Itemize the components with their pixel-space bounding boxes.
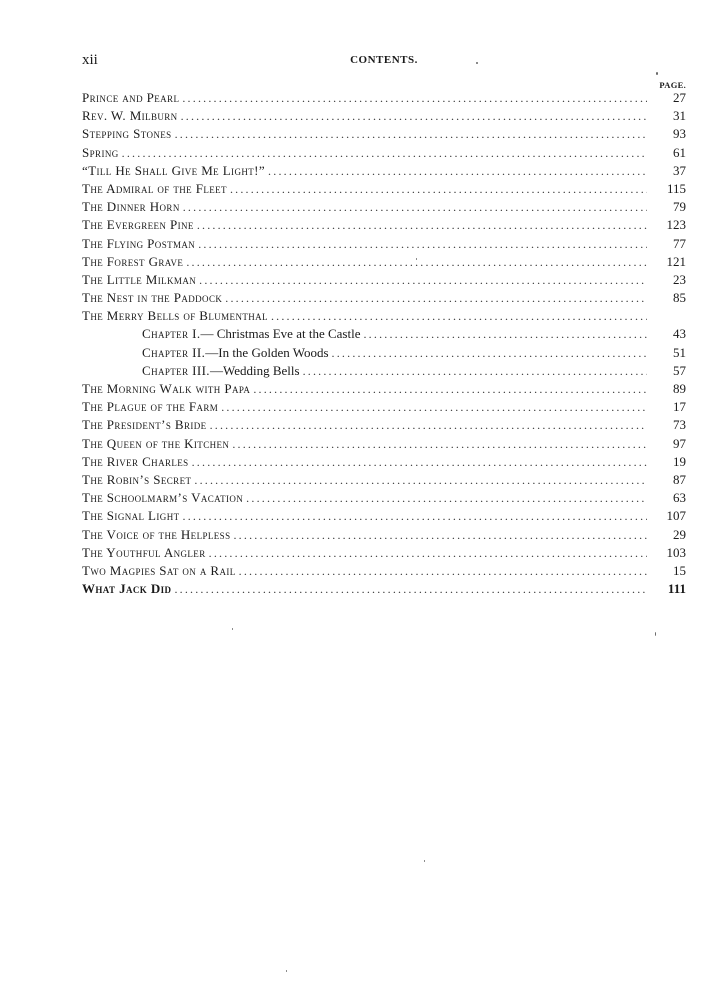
page-folio: xii (82, 52, 98, 68)
toc-entry-title: The River Charles (82, 453, 189, 469)
page-column-label: PAGE. (659, 80, 686, 90)
toc-page-number: 103 (666, 544, 686, 560)
dot-leader (225, 291, 647, 306)
print-speck (656, 72, 658, 75)
toc-entry-title (142, 326, 360, 342)
toc-entry-title: Rev. W. Milburn (82, 108, 178, 124)
toc-page-number: 73 (673, 417, 686, 433)
dot-leader (182, 91, 647, 106)
toc-entry (82, 454, 686, 472)
toc-entry-title: The Nest in the Paddock (82, 290, 223, 306)
print-speck (416, 258, 417, 260)
toc-page-number: 23 (673, 271, 686, 287)
toc-page-number: 37 (673, 162, 686, 178)
dot-leader (246, 491, 647, 506)
toc-page-number: 31 (673, 108, 686, 124)
toc-entry (82, 90, 686, 108)
toc-entry-title: Prince and Pearl (82, 90, 180, 105)
toc-page-number: 57 (673, 362, 686, 378)
chapter-label: Chapter I. (142, 326, 201, 342)
dot-leader (174, 582, 647, 597)
toc-page-number: 111 (667, 581, 686, 597)
print-speck (424, 860, 425, 862)
toc-page-number: 19 (673, 453, 686, 469)
dot-leader (198, 237, 647, 252)
toc-subentry (82, 363, 686, 381)
dot-leader (186, 255, 647, 270)
toc-entry-title: The Evergreen Pine (82, 217, 194, 233)
toc-entry (82, 199, 686, 217)
dot-leader (122, 146, 647, 161)
toc-entry-title: Stepping Stones (82, 126, 172, 142)
toc-entry (82, 472, 686, 490)
toc-page-number: 115 (666, 180, 686, 196)
toc-entry-title: The Merry Bells of Blumenthal (82, 308, 268, 324)
print-speck (476, 62, 478, 64)
page-header (82, 52, 686, 72)
toc-entry-title: The Flying Postman (82, 235, 196, 251)
toc-entry-title: The President’s Bride (82, 417, 207, 433)
chapter-title: — Christmas Eve at the Castle (200, 326, 361, 342)
toc-page-number: 29 (673, 526, 686, 542)
toc-page-number: 27 (673, 90, 686, 105)
toc-page-number: 85 (673, 290, 686, 306)
toc-entry-title: Two Magpies Sat on a Rail (82, 562, 236, 578)
toc-page-number: 123 (666, 217, 686, 233)
toc-page-number: 87 (673, 471, 686, 487)
dot-leader (303, 364, 647, 379)
toc-entry-title: The Morning Walk with Papa (82, 381, 251, 396)
toc-entry-title: The Robin’s Secret (82, 471, 192, 487)
toc-entry (82, 308, 686, 326)
toc-entry-title: What Jack Did (82, 581, 172, 597)
dot-leader (197, 218, 647, 233)
toc-entry-title (142, 345, 329, 361)
toc-page-number: 15 (673, 562, 686, 578)
toc-entry (82, 181, 686, 199)
toc-entry-title: “Till He Shall Give Me Light!” (82, 162, 266, 178)
toc-page-number: 93 (673, 126, 686, 142)
toc-entry-title: The Forest Grave (82, 253, 184, 269)
toc-entry (82, 254, 686, 272)
toc-page-number: 63 (673, 490, 686, 506)
print-speck (655, 632, 656, 636)
toc-page-number: 107 (666, 508, 686, 524)
toc-entry-title (142, 363, 300, 379)
toc-page-number: 17 (673, 399, 686, 415)
dot-leader (183, 200, 647, 215)
toc-entry-title: The Admiral of the Fleet (82, 180, 227, 196)
chapter-title: —In the Golden Woods (205, 344, 329, 360)
dot-leader (230, 182, 647, 197)
toc-entry (82, 381, 686, 399)
dot-leader (194, 473, 647, 488)
dot-leader (175, 127, 647, 142)
dot-leader (239, 564, 647, 579)
toc-entry (82, 108, 686, 126)
toc-page-number: 51 (673, 344, 686, 360)
toc-page-number: 97 (673, 435, 686, 451)
toc-entry-title: Spring (82, 144, 119, 160)
dot-leader (253, 382, 647, 397)
dot-leader (183, 509, 648, 524)
print-speck (232, 628, 233, 630)
toc-page-number: 43 (673, 326, 686, 342)
toc-entry (82, 545, 686, 563)
toc-entry (82, 126, 686, 144)
toc-page-number: 61 (673, 144, 686, 160)
toc-entry-title: The Little Milkman (82, 271, 197, 287)
toc-entry (82, 217, 686, 235)
chapter-label: Chapter II. (142, 344, 206, 360)
toc-entry-title: The Queen of the Kitchen (82, 435, 230, 451)
dot-leader (192, 455, 647, 470)
table-of-contents (82, 90, 686, 599)
toc-subentry (82, 326, 686, 344)
chapter-label: Chapter III. (142, 362, 210, 378)
toc-entry (82, 272, 686, 290)
toc-entry (82, 527, 686, 545)
dot-leader (209, 546, 647, 561)
dot-leader (268, 164, 647, 179)
toc-entry (82, 508, 686, 526)
toc-entry (82, 236, 686, 254)
toc-entry (82, 581, 686, 599)
toc-entry-title: The Plague of the Farm (82, 399, 219, 415)
dot-leader (363, 327, 647, 342)
dot-leader (232, 437, 647, 452)
toc-entry (82, 490, 686, 508)
toc-entry-title: The Schoolmarm’s Vacation (82, 490, 244, 506)
toc-entry (82, 163, 686, 181)
toc-entry (82, 399, 686, 417)
dot-leader (210, 418, 647, 433)
toc-entry (82, 436, 686, 454)
toc-entry-title: The Voice of the Helpless (82, 526, 231, 542)
toc-page-number: 79 (673, 199, 686, 215)
print-speck (286, 970, 287, 972)
dot-leader (221, 400, 647, 415)
toc-entry-title: The Signal Light (82, 508, 180, 524)
dot-leader (332, 346, 647, 361)
chapter-title: —Wedding Bells (209, 362, 300, 378)
dot-leader (233, 528, 647, 543)
toc-entry (82, 417, 686, 435)
toc-page-number: 121 (666, 253, 686, 269)
toc-subentry (82, 345, 686, 363)
toc-entry (82, 145, 686, 163)
toc-entry-title: The Youthful Angler (82, 544, 206, 560)
toc-page-number: 77 (673, 235, 686, 251)
dot-leader (181, 109, 647, 124)
toc-entry (82, 563, 686, 581)
toc-page-number: 89 (673, 381, 686, 396)
dot-leader (271, 309, 647, 324)
running-title: CONTENTS. (350, 54, 418, 66)
toc-entry (82, 290, 686, 308)
dot-leader (199, 273, 647, 288)
toc-entry-title: The Dinner Horn (82, 199, 180, 215)
